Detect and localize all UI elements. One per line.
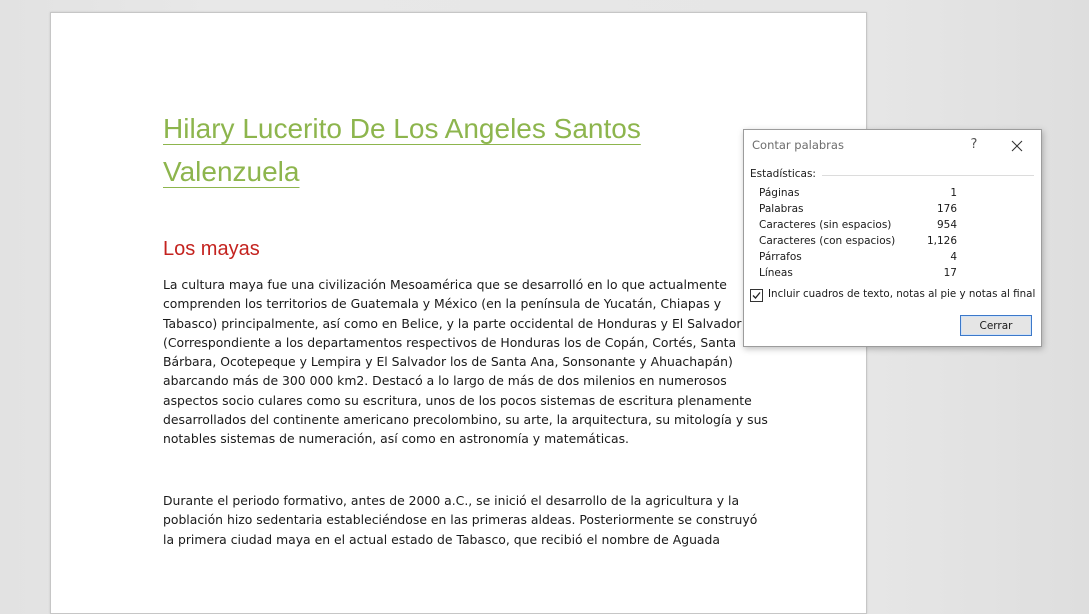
dialog-titlebar[interactable] [744, 130, 1041, 160]
paragraph-1: La cultura maya fue una civilización Mesoamérica que se desarrolló en lo que actualmente comprenden los territorios de Guatemala y México (en la península de Yucatán, Chiapas y Tabasco) principalmente, así como en Belice, y la parte occidental de Honduras y El Salvador (Correspondiente a los departamentos respectivos de Honduras los de Copán, Cortés, Santa Bárbara, Ocotepeque y Lempira y El Salvador los de Santa Ana, Sonsonante y Ahuachapán) abarcando más de 300 000 km2. Destacó a lo largo de más de dos milenios en numerosos aspectos socio culares como su escritura, unos de los pocos sistemas de escritura plenamente desarrollados del continente americano precolombino, su arte, la arquitectura, su mitología y sus notables sistemas de numeración, así como en astronomía y matemáticas. [163, 277, 768, 447]
stat-label: Caracteres (sin espacios) [759, 219, 892, 231]
close-button[interactable]: Cerrar [960, 315, 1032, 336]
stat-value: 1 [950, 187, 957, 199]
stat-row-chars-with-spaces [759, 235, 957, 251]
stat-row-lines [759, 267, 957, 283]
stat-label: Líneas [759, 267, 793, 279]
help-button[interactable]: ? [970, 137, 978, 152]
stat-value: 176 [936, 203, 957, 215]
stat-value: 954 [936, 219, 957, 231]
statistics-label: Estadísticas: [750, 168, 816, 180]
document-heading: Los mayas [163, 238, 260, 260]
include-textboxes-checkbox-row[interactable] [750, 288, 1038, 304]
stat-label: Párrafos [759, 251, 802, 263]
checkmark-icon [751, 290, 762, 301]
close-icon[interactable] [1006, 135, 1028, 157]
include-textboxes-label[interactable]: Incluir cuadros de texto, notas al pie y notas al final [768, 288, 1036, 300]
stat-row-pages [759, 187, 957, 203]
stat-row-paragraphs [759, 251, 957, 267]
include-textboxes-checkbox[interactable] [750, 289, 763, 302]
word-count-dialog [743, 129, 1042, 347]
section-divider [822, 175, 1034, 176]
stat-value: 1,126 [926, 235, 957, 247]
document-title: Hilary Lucerito De Los Angeles Santos Valenzuela [163, 113, 641, 187]
stat-value: 4 [950, 251, 957, 263]
paragraph-2: Durante el periodo formativo, antes de 2000 a.C., se inició el desarrollo de la agricultura y la población hizo sedentaria estableciéndose en las primeras aldeas. Posteriormente se construyó la primera ciudad maya en el actual estado de Tabasco, que recibió el nombre de Aguada [163, 493, 758, 547]
stat-label: Palabras [759, 203, 804, 215]
stat-label: Caracteres (con espacios) [759, 235, 896, 247]
stat-value: 17 [943, 267, 957, 279]
stat-row-words [759, 203, 957, 219]
stat-label: Páginas [759, 187, 800, 199]
dialog-title: Contar palabras [752, 138, 844, 152]
stat-row-chars-no-spaces [759, 219, 957, 235]
